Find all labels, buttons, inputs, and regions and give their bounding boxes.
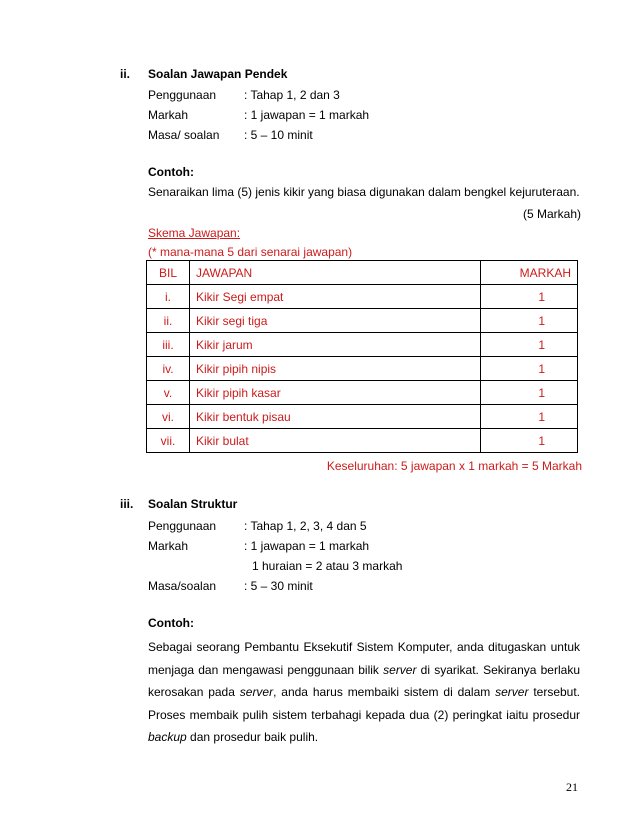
row-bil: v. — [147, 381, 190, 405]
meta-iii-label-penggunaan: Penggunaan — [148, 519, 217, 533]
row-jawapan: Kikir jarum — [190, 333, 481, 357]
meta-ii-value-penggunaan: : Tahap 1, 2 dan 3 — [244, 88, 340, 102]
meta-iii-label-masa: Masa/soalan — [148, 579, 217, 593]
section-ii-number: ii. — [120, 67, 131, 81]
table-row — [147, 333, 578, 357]
answer-table — [146, 260, 578, 453]
paragraph-text-4: tersebut. Proses membaik pulih sistem terbahagi kepada dua (2) peringkat iaitu prosedur — [148, 685, 581, 722]
row-jawapan: Kikir pipih nipis — [190, 357, 481, 381]
meta-ii-label-penggunaan: Penggunaan — [148, 88, 217, 102]
paragraph-text-5: dan prosedur baik pulih. — [186, 730, 319, 744]
paragraph-text-2: di syarikat. Sekiranya berlaku kerosakan pada — [148, 662, 580, 699]
meta-iii-value-masa: : 5 – 30 minit — [244, 579, 313, 593]
table-row — [147, 429, 578, 453]
table-header-row — [147, 261, 578, 285]
row-jawapan: Kikir Segi empat — [190, 285, 481, 309]
header-bil: BIL — [147, 261, 190, 285]
table-row — [147, 405, 578, 429]
example-heading-ii: Contoh: — [148, 165, 194, 179]
meta-ii-value-markah: : 1 jawapan = 1 markah — [244, 108, 370, 122]
term-backup: backup — [148, 730, 187, 744]
row-jawapan: Kikir bulat — [190, 429, 481, 453]
question-text: Senaraikan lima (5) jenis kikir yang biasa digunakan dalam bengkel kejuruteraan. — [148, 185, 580, 199]
row-markah: 1 — [481, 405, 578, 429]
row-bil: iii. — [147, 333, 190, 357]
scenario-paragraph — [148, 636, 580, 749]
table-row — [147, 381, 578, 405]
meta-iii-value-penggunaan: : Tahap 1, 2, 3, 4 dan 5 — [244, 519, 367, 533]
header-jawapan: JAWAPAN — [190, 261, 481, 285]
meta-ii-value-masa: : 5 – 10 minit — [244, 128, 313, 142]
table-row — [147, 357, 578, 381]
example-heading-iii: Contoh: — [148, 616, 194, 630]
header-markah: MARKAH — [481, 261, 578, 285]
row-bil: vi. — [147, 405, 190, 429]
row-bil: i. — [147, 285, 190, 309]
row-bil: vii. — [147, 429, 190, 453]
row-bil: ii. — [147, 309, 190, 333]
total-score: Keseluruhan: 5 jawapan x 1 markah = 5 Markah — [326, 459, 582, 473]
row-jawapan: Kikir segi tiga — [190, 309, 481, 333]
section-iii-title: Soalan Struktur — [148, 497, 238, 511]
paragraph-text-3: , anda harus membaiki sistem di dalam — [273, 685, 496, 699]
row-bil: iv. — [147, 357, 190, 381]
row-markah: 1 — [481, 357, 578, 381]
meta-iii-value-huraian: 1 huraian = 2 atau 3 markah — [252, 559, 403, 573]
row-jawapan: Kikir bentuk pisau — [190, 405, 481, 429]
meta-iii-value-markah: : 1 jawapan = 1 markah — [244, 539, 370, 553]
row-markah: 1 — [481, 381, 578, 405]
table-row — [147, 285, 578, 309]
term-server-2: server — [239, 685, 274, 699]
term-server-3: server — [495, 685, 529, 699]
row-markah: 1 — [481, 333, 578, 357]
row-markah: 1 — [481, 309, 578, 333]
question-marks: (5 Markah) — [522, 207, 581, 221]
row-markah: 1 — [481, 285, 578, 309]
meta-iii-label-markah: Markah — [148, 539, 189, 553]
page-number: 21 — [566, 780, 578, 794]
paragraph-text-1: Sebagai seorang Pembantu Eksekutif Sistem Komputer, anda ditugaskan untuk menjaga dan mengawasi penggunaan bilik — [148, 640, 580, 677]
scheme-note: (* mana-mana 5 dari senarai jawapan) — [148, 245, 353, 259]
table-row — [147, 309, 578, 333]
section-iii-number: iii. — [120, 497, 134, 511]
meta-ii-label-markah: Markah — [148, 108, 189, 122]
row-jawapan: Kikir pipih kasar — [190, 381, 481, 405]
section-ii-title: Soalan Jawapan Pendek — [148, 67, 288, 81]
scheme-title: Skema Jawapan: — [148, 226, 241, 240]
row-markah: 1 — [481, 429, 578, 453]
meta-ii-label-masa: Masa/ soalan — [148, 128, 220, 142]
term-server-1: server — [383, 662, 417, 677]
